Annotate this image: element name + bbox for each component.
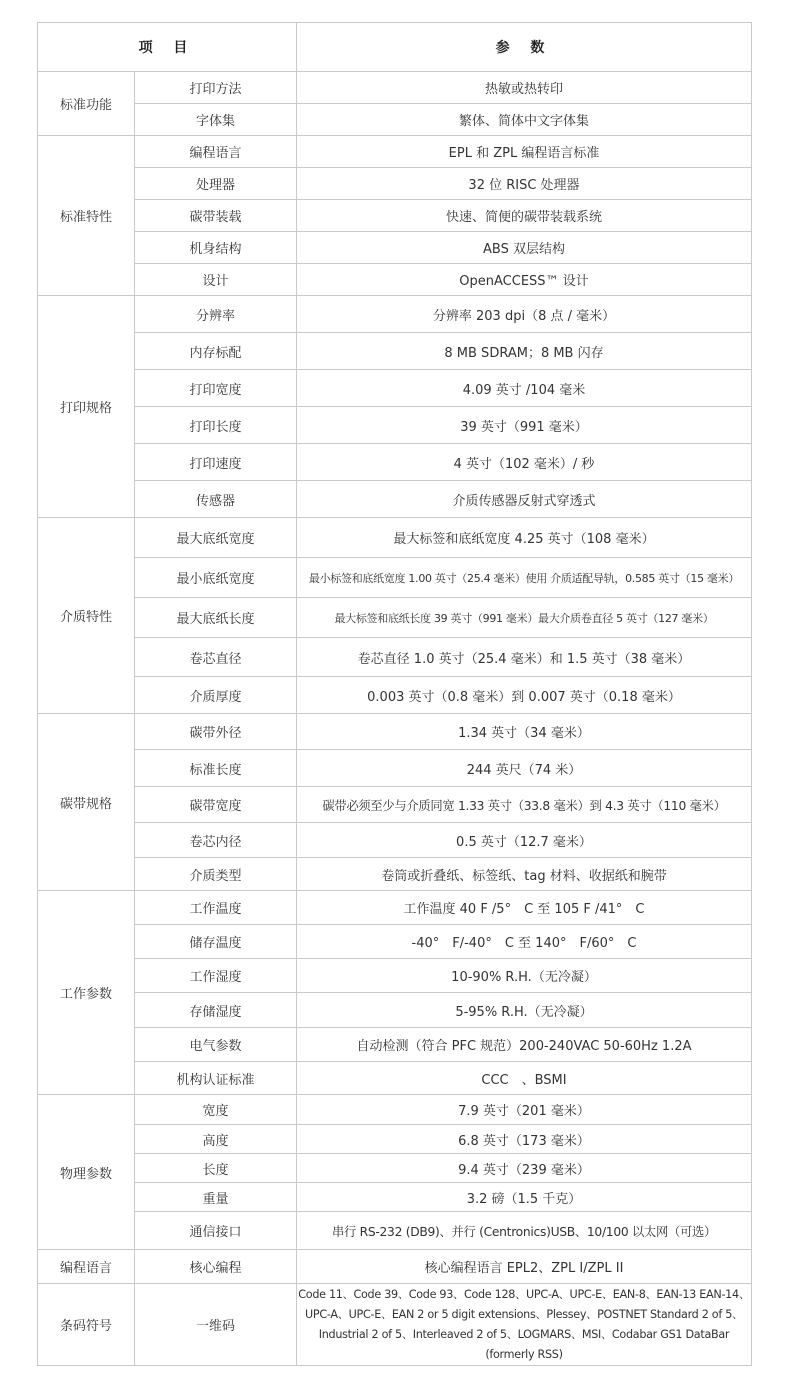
- table-row: [38, 1095, 752, 1125]
- table-header-row: [38, 23, 752, 72]
- item-label: 介质厚度: [135, 677, 297, 714]
- item-value: 最大标签和底纸宽度 4.25 英寸（108 毫米）: [297, 518, 752, 558]
- item-label: 工作湿度: [135, 959, 297, 993]
- item-label: 字体集: [135, 104, 297, 136]
- table-row: [38, 638, 752, 677]
- item-label: 工作温度: [135, 891, 297, 925]
- item-label: 机构认证标准: [135, 1062, 297, 1095]
- item-value: 自动检测（符合 PFC 规范）200-240VAC 50-60Hz 1.2A: [297, 1028, 752, 1062]
- item-value: 3.2 磅（1.5 千克）: [297, 1183, 752, 1212]
- category-label: 标准功能: [38, 72, 135, 136]
- table-row: [38, 200, 752, 232]
- item-value: 32 位 RISC 处理器: [297, 168, 752, 200]
- table-row: [38, 136, 752, 168]
- table-row: [38, 481, 752, 518]
- item-value: 繁体、简体中文字体集: [297, 104, 752, 136]
- table-row: [38, 993, 752, 1028]
- category-label: 工作参数: [38, 891, 135, 1095]
- item-value: 串行 RS-232 (DB9)、并行 (Centronics)USB、10/100 以太网（可选）: [297, 1212, 752, 1250]
- table-row: [38, 168, 752, 200]
- item-value: 1.34 英寸（34 毫米）: [297, 714, 752, 750]
- item-value: 8 MB SDRAM；8 MB 闪存: [297, 333, 752, 370]
- table-row: [38, 1028, 752, 1062]
- item-label: 打印方法: [135, 72, 297, 104]
- item-label: 最小底纸宽度: [135, 558, 297, 598]
- item-label: 储存温度: [135, 925, 297, 959]
- item-value: 4 英寸（102 毫米）/ 秒: [297, 444, 752, 481]
- category-label: 条码符号: [38, 1284, 135, 1366]
- item-label: 碳带宽度: [135, 787, 297, 823]
- table-row: [38, 333, 752, 370]
- table-row: [38, 370, 752, 407]
- table-row: [38, 787, 752, 823]
- item-value: 热敏或热转印: [297, 72, 752, 104]
- category-label: 标准特性: [38, 136, 135, 296]
- item-value: 碳带必须至少与介质同宽 1.33 英寸（33.8 毫米）到 4.3 英寸（110 毫米）: [297, 787, 752, 823]
- category-label: 碳带规格: [38, 714, 135, 891]
- item-label: 电气参数: [135, 1028, 297, 1062]
- item-label: 打印长度: [135, 407, 297, 444]
- table-row: [38, 1125, 752, 1154]
- table-row: [38, 1062, 752, 1095]
- category-label: 编程语言: [38, 1250, 135, 1284]
- item-label: 最大底纸宽度: [135, 518, 297, 558]
- category-label: 打印规格: [38, 296, 135, 518]
- table-row: [38, 264, 752, 296]
- table-row: [38, 1284, 752, 1366]
- table-row: [38, 1183, 752, 1212]
- item-label: 重量: [135, 1183, 297, 1212]
- item-value: 6.8 英寸（173 毫米）: [297, 1125, 752, 1154]
- item-label: 编程语言: [135, 136, 297, 168]
- table-row: [38, 823, 752, 858]
- item-value: 快速、简便的碳带装载系统: [297, 200, 752, 232]
- item-value: 核心编程语言 EPL2、ZPL I/ZPL II: [297, 1250, 752, 1284]
- item-label: 分辨率: [135, 296, 297, 333]
- item-label: 高度: [135, 1125, 297, 1154]
- item-value: 最小标签和底纸宽度 1.00 英寸（25.4 毫米）使用 介质适配导轨，0.585 英寸（15 毫米）: [297, 558, 752, 598]
- item-value: 4.09 英寸 /104 毫米: [297, 370, 752, 407]
- header-item: 项 目: [38, 23, 297, 72]
- table-row: [38, 1250, 752, 1284]
- item-label: 存储湿度: [135, 993, 297, 1028]
- item-value: 介质传感器反射式穿透式: [297, 481, 752, 518]
- table-row: [38, 72, 752, 104]
- table-row: [38, 891, 752, 925]
- table-row: [38, 558, 752, 598]
- category-label: 介质特性: [38, 518, 135, 714]
- item-label: 标准长度: [135, 750, 297, 787]
- item-value: 卷筒或折叠纸、标签纸、tag 材料、收据纸和腕带: [297, 858, 752, 891]
- item-value: 10-90% R.H.（无冷凝）: [297, 959, 752, 993]
- item-label: 内存标配: [135, 333, 297, 370]
- item-value: -40° F/-40° C 至 140° F/60° C: [297, 925, 752, 959]
- item-label: 核心编程: [135, 1250, 297, 1284]
- item-value: 9.4 英寸（239 毫米）: [297, 1154, 752, 1183]
- table-row: [38, 232, 752, 264]
- category-label: 物理参数: [38, 1095, 135, 1250]
- spec-table: [37, 22, 752, 1366]
- item-label: 碳带装载: [135, 200, 297, 232]
- item-label: 宽度: [135, 1095, 297, 1125]
- item-value: 分辨率 203 dpi（8 点 / 毫米）: [297, 296, 752, 333]
- table-row: [38, 296, 752, 333]
- table-row: [38, 677, 752, 714]
- item-value: 5-95% R.H.（无冷凝）: [297, 993, 752, 1028]
- item-value: 工作温度 40 F /5° C 至 105 F /41° C: [297, 891, 752, 925]
- item-label: 卷芯直径: [135, 638, 297, 677]
- item-value: 0.003 英寸（0.8 毫米）到 0.007 英寸（0.18 毫米）: [297, 677, 752, 714]
- table-row: [38, 518, 752, 558]
- item-value: 0.5 英寸（12.7 毫米）: [297, 823, 752, 858]
- table-row: [38, 1212, 752, 1250]
- table-row: [38, 858, 752, 891]
- table-row: [38, 959, 752, 993]
- table-row: [38, 1154, 752, 1183]
- item-value: OpenACCESS™ 设计: [297, 264, 752, 296]
- item-value: 39 英寸（991 毫米）: [297, 407, 752, 444]
- item-label: 处理器: [135, 168, 297, 200]
- header-param: 参 数: [297, 23, 752, 72]
- item-label: 设计: [135, 264, 297, 296]
- item-label: 传感器: [135, 481, 297, 518]
- item-value: 7.9 英寸（201 毫米）: [297, 1095, 752, 1125]
- item-label: 机身结构: [135, 232, 297, 264]
- item-label: 最大底纸长度: [135, 598, 297, 638]
- item-label: 碳带外径: [135, 714, 297, 750]
- table-row: [38, 104, 752, 136]
- table-row: [38, 714, 752, 750]
- table-row: [38, 925, 752, 959]
- table-row: [38, 407, 752, 444]
- item-label: 长度: [135, 1154, 297, 1183]
- item-label: 打印速度: [135, 444, 297, 481]
- table-row: [38, 444, 752, 481]
- item-label: 介质类型: [135, 858, 297, 891]
- item-value: EPL 和 ZPL 编程语言标准: [297, 136, 752, 168]
- item-value: 244 英尺（74 米）: [297, 750, 752, 787]
- item-label: 通信接口: [135, 1212, 297, 1250]
- item-value: Code 11、Code 39、Code 93、Code 128、UPC-A、UPC-E、EAN-8、EAN-13 EAN-14、UPC-A、UPC-E、EAN 2 or 5 digit extensions、Plessey、POSTNET Standard 2 of 5、Industrial 2 of 5、Interleaved 2 of 5、LOGMARS、MSI、Codabar GS1 DataBar (formerly RSS): [297, 1284, 752, 1366]
- table-row: [38, 750, 752, 787]
- item-value: 最大标签和底纸长度 39 英寸（991 毫米）最大介质卷直径 5 英寸（127 毫米）: [297, 598, 752, 638]
- item-label: 卷芯内径: [135, 823, 297, 858]
- item-label: 一维码: [135, 1284, 297, 1366]
- item-value: ABS 双层结构: [297, 232, 752, 264]
- item-value: 卷芯直径 1.0 英寸（25.4 毫米）和 1.5 英寸（38 毫米）: [297, 638, 752, 677]
- item-value: CCC 、BSMI: [297, 1062, 752, 1095]
- table-row: [38, 598, 752, 638]
- item-label: 打印宽度: [135, 370, 297, 407]
